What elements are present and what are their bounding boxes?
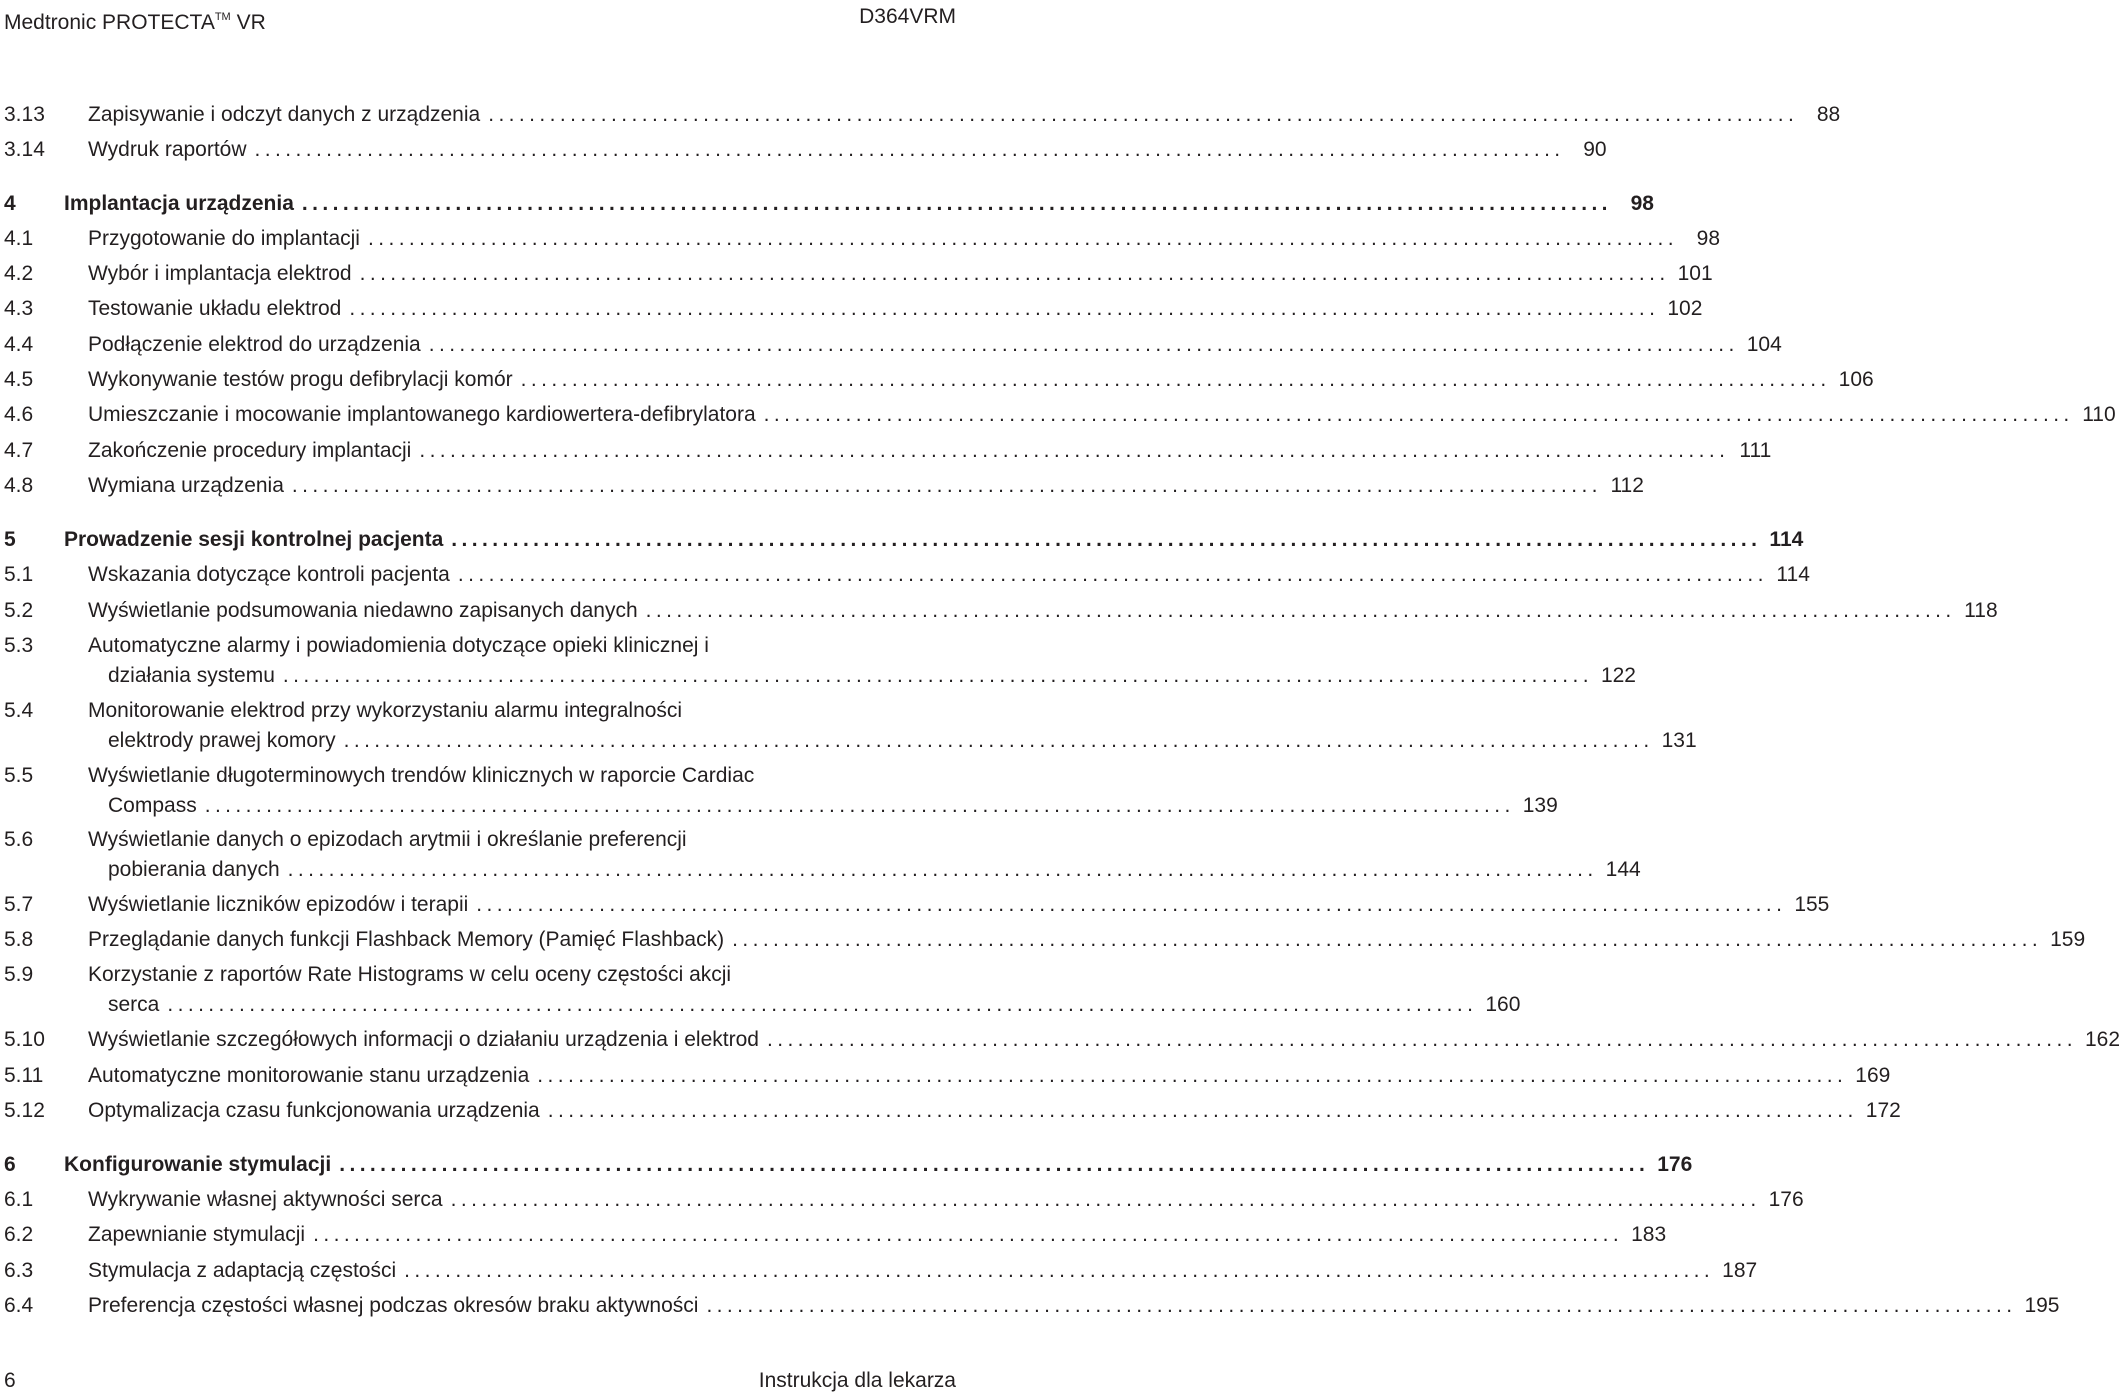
toc-entry-number: 4.6	[4, 403, 34, 426]
toc-entry[interactable]	[0, 222, 1720, 256]
toc-entry-line	[88, 292, 1703, 326]
toc-entry-line	[108, 988, 1521, 1022]
dot-leader: ................................................................................................................................	[167, 993, 1478, 1016]
toc-entry-line	[88, 694, 956, 728]
dot-leader: ................................................................................................................................	[488, 103, 1799, 126]
dot-leader: ................................................................................................................................	[520, 368, 1831, 391]
toc-entry-number: 3.14	[4, 138, 45, 161]
toc-entry-number: 5.8	[4, 928, 34, 951]
toc-entry-number: 5.10	[4, 1028, 45, 1051]
toc-entry-line	[88, 1183, 1804, 1217]
toc-entry-page: 110	[2082, 403, 2116, 426]
toc-entry[interactable]	[0, 888, 1830, 922]
toc-entry[interactable]	[0, 469, 1644, 503]
toc-entry-title: Przygotowanie do implantacji	[88, 227, 360, 250]
dot-leader: ................................................................................................................................	[419, 439, 1730, 462]
toc-entry-title: Zapisywanie i odczyt danych z urządzenia	[88, 103, 481, 126]
toc-entry-line	[64, 187, 1654, 221]
dot-leader: ................................................................................................................................	[451, 528, 1762, 551]
toc-entry-number: 4.3	[4, 297, 34, 320]
toc-entry-page: 98	[1630, 192, 1654, 215]
toc-entry-number: 4.5	[4, 368, 34, 391]
dot-leader: ................................................................................................................................	[287, 858, 1598, 881]
toc-entry-page: 90	[1583, 138, 1607, 161]
toc-entry-line	[64, 1148, 1693, 1182]
toc-entry-page: 114	[1776, 563, 1810, 586]
toc-entry-number: 5.3	[4, 634, 34, 657]
toc-entry-title: Zapewnianie stymulacji	[88, 1223, 306, 1246]
toc-entry-title: Wymiana urządzenia	[88, 474, 284, 497]
toc-entry[interactable]	[0, 292, 1703, 326]
toc-entry-number: 6.2	[4, 1223, 34, 1246]
toc-entry-page: 160	[1485, 993, 1521, 1016]
dot-leader: ................................................................................................................................	[254, 138, 1565, 161]
toc-chapter-entry[interactable]	[0, 1148, 1693, 1182]
toc-entry[interactable]	[0, 363, 1874, 397]
toc-entry-line	[88, 1023, 2120, 1057]
dot-leader: ................................................................................................................................	[204, 794, 1515, 817]
toc-entry-page: 159	[2050, 928, 2086, 951]
toc-entry-number: 4.4	[4, 333, 34, 356]
toc-entry[interactable]	[0, 594, 1998, 628]
toc-entry[interactable]	[0, 98, 1841, 132]
toc-entry-page: 102	[1667, 297, 1703, 320]
toc-entry-number: 6.3	[4, 1259, 34, 1282]
toc-entry-title: Wybór i implantacja elektrod	[88, 262, 352, 285]
toc-entry-line	[88, 363, 1874, 397]
dot-leader: ................................................................................................................................	[313, 1223, 1624, 1246]
toc-entry-line	[88, 434, 1772, 468]
dot-leader: ................................................................................................................................	[339, 1153, 1650, 1176]
manual-title-text: Medtronic PROTECTA	[4, 11, 215, 34]
toc-entry-page: 106	[1838, 368, 1874, 391]
toc-entry-title: Wykrywanie własnej aktywności serca	[88, 1188, 443, 1211]
toc-entry[interactable]	[0, 1218, 1667, 1252]
toc-entry-page: 98	[1696, 227, 1720, 250]
toc-entry-continuation	[0, 789, 1558, 823]
toc-entry[interactable]	[0, 1094, 1901, 1128]
toc-entry-number: 5.2	[4, 599, 34, 622]
toc-entry[interactable]	[0, 1183, 1804, 1217]
toc-entry-page: 122	[1600, 664, 1636, 687]
manual-title-suffix: VR	[236, 11, 266, 34]
toc-entry-page: 195	[2024, 1294, 2060, 1317]
toc-entry-title: Wyświetlanie długoterminowych trendów klinicznych w raporcie Cardiac	[88, 764, 755, 787]
toc-entry-continuation	[0, 724, 1697, 758]
toc-entry-line	[88, 398, 2116, 432]
dot-leader: ................................................................................................................................	[404, 1259, 1715, 1282]
dot-leader: ................................................................................................................................	[732, 928, 2043, 951]
toc-entry-title-continuation: pobierania danych	[108, 858, 280, 881]
toc-entry-page: 172	[1865, 1099, 1901, 1122]
toc-entry-line	[88, 759, 956, 793]
toc-entry-title: Korzystanie z raportów Rate Histograms w celu oceny częstości akcji	[88, 963, 732, 986]
toc-entry-line	[108, 659, 1636, 693]
toc-entry[interactable]	[0, 558, 1810, 592]
toc-entry-line	[108, 853, 1641, 887]
toc-entry-number: 3.13	[4, 103, 45, 126]
toc-entry-number: 5.7	[4, 893, 34, 916]
toc-entry-line	[88, 1289, 2060, 1323]
toc-entry[interactable]	[0, 1059, 1891, 1093]
toc-entry-title: Automatyczne alarmy i powiadomienia dotyczące opieki klinicznej i	[88, 634, 709, 657]
dot-leader: ................................................................................................................................	[282, 664, 1593, 687]
toc-entry-line	[108, 789, 1558, 823]
toc-entry-title: Preferencja częstości własnej podczas okresów braku aktywności	[88, 1294, 699, 1317]
dot-leader: ................................................................................................................................	[476, 893, 1787, 916]
toc-entry-line	[64, 523, 1804, 557]
toc-entry[interactable]	[0, 958, 960, 992]
dot-leader: ................................................................................................................................	[645, 599, 1956, 622]
toc-entry-number: 5.6	[4, 828, 34, 851]
toc-entry-line	[88, 133, 1607, 167]
toc-entry[interactable]	[0, 759, 960, 793]
toc-chapter-title: Prowadzenie sesji kontrolnej pacjenta	[64, 528, 444, 551]
toc-entry-number: 4.8	[4, 474, 34, 497]
toc-entry-line	[88, 328, 1782, 362]
toc-entry-line	[88, 469, 1644, 503]
dot-leader: ................................................................................................................................	[343, 729, 1654, 752]
toc-entry-line	[88, 222, 1720, 256]
toc-entry-number: 6.1	[4, 1188, 34, 1211]
toc-entry-title: Testowanie układu elektrod	[88, 297, 342, 320]
toc-entry[interactable]	[0, 823, 960, 857]
toc-entry-title: Wskazania dotyczące kontroli pacjenta	[88, 563, 450, 586]
toc-entry-title: Podłączenie elektrod do urządzenia	[88, 333, 421, 356]
toc-entry-page: 144	[1605, 858, 1641, 881]
trademark-mark: TM	[214, 11, 231, 23]
toc-entry[interactable]	[0, 1254, 1758, 1288]
toc-entry-page: 114	[1769, 528, 1804, 551]
footer-page-number: 6	[4, 1369, 16, 1392]
toc-entry-title: Wyświetlanie danych o epizodach arytmii i określanie preferencji	[88, 828, 687, 851]
toc-entry-title-continuation: działania systemu	[108, 664, 275, 687]
toc-entry-line	[88, 629, 956, 663]
toc-chapter-number: 5	[4, 528, 16, 551]
toc-entry-number: 6.4	[4, 1294, 34, 1317]
toc-entry-title: Stymulacja z adaptacją częstości	[88, 1259, 397, 1282]
dot-leader: ................................................................................................................................	[766, 1028, 2077, 1051]
toc-entry-number: 5.5	[4, 764, 34, 787]
dot-leader: ................................................................................................................................	[301, 192, 1612, 215]
toc-entry-page: 131	[1661, 729, 1697, 752]
toc-entry-page: 118	[1964, 599, 1998, 622]
toc-entry-line	[88, 923, 2086, 957]
toc-entry-title: Przeglądanie danych funkcji Flashback Memory (Pamięć Flashback)	[88, 928, 725, 951]
toc-entry-number: 4.7	[4, 439, 34, 462]
toc-entry[interactable]	[0, 694, 960, 728]
toc-entry[interactable]	[0, 398, 2116, 432]
dot-leader: ................................................................................................................................	[291, 474, 1602, 497]
toc-entry-page: 101	[1677, 262, 1713, 285]
dot-leader: ................................................................................................................................	[349, 297, 1660, 320]
toc-entry-number: 5.12	[4, 1099, 45, 1122]
toc-entry-title: Monitorowanie elektrod przy wykorzystaniu alarmu integralności	[88, 699, 683, 722]
toc-entry-page: 187	[1722, 1259, 1758, 1282]
dot-leader: ................................................................................................................................	[428, 333, 1739, 356]
toc-entry-page: 111	[1739, 439, 1772, 462]
dot-leader: ................................................................................................................................	[763, 403, 2074, 426]
toc-entry-number: 5.1	[4, 563, 34, 586]
toc-entry-title: Wyświetlanie liczników epizodów i terapii	[88, 893, 469, 916]
toc-entry-number: 4.2	[4, 262, 34, 285]
toc-entry-title: Wyświetlanie podsumowania niedawno zapisanych danych	[88, 599, 638, 622]
dot-leader: ................................................................................................................................	[450, 1188, 1761, 1211]
toc-entry-title: Zakończenie procedury implantacji	[88, 439, 412, 462]
toc-entry-title: Umieszczanie i mocowanie implantowanego kardiowertera-defibrylatora	[88, 403, 756, 426]
dot-leader: ................................................................................................................................	[359, 262, 1670, 285]
running-footer	[0, 1366, 960, 1398]
toc-entry[interactable]	[0, 1023, 2120, 1057]
toc-entry-title: Wydruk raportów	[88, 138, 247, 161]
toc-chapter-title: Implantacja urządzenia	[64, 192, 294, 215]
toc-entry-continuation	[0, 659, 1636, 693]
toc-entry-line	[88, 1094, 1901, 1128]
toc-entry-page: 139	[1522, 794, 1558, 817]
toc-entry[interactable]	[0, 1289, 2060, 1323]
toc-entry-title: Wyświetlanie szczegółowych informacji o działaniu urządzenia i elektrod	[88, 1028, 759, 1051]
toc-entry-number: 5.11	[4, 1064, 44, 1087]
toc-entry-line	[88, 558, 1810, 592]
toc-entry-title: Wykonywanie testów progu defibrylacji komór	[88, 368, 513, 391]
toc-chapter-entry[interactable]	[0, 187, 1654, 221]
toc-entry-continuation	[0, 988, 1521, 1022]
toc-entry-page: 176	[1657, 1153, 1693, 1176]
toc-entry-line	[88, 1059, 1891, 1093]
toc-entry-page: 162	[2084, 1028, 2120, 1051]
model-number: D364VRM	[859, 5, 956, 28]
dot-leader: ................................................................................................................................	[537, 1064, 1848, 1087]
dot-leader: ................................................................................................................................	[706, 1294, 2017, 1317]
toc-entry-page: 183	[1631, 1223, 1667, 1246]
toc-chapter-title: Konfigurowanie stymulacji	[64, 1153, 332, 1176]
toc-chapter-number: 4	[4, 192, 16, 215]
toc-entry-title-continuation: elektrody prawej komory	[108, 729, 336, 752]
toc-entry[interactable]	[0, 328, 1782, 362]
toc-entry[interactable]	[0, 629, 960, 663]
toc-chapter-entry[interactable]	[0, 523, 1804, 557]
toc-entry-line	[88, 1254, 1758, 1288]
toc-entry-title-continuation: serca	[108, 993, 160, 1016]
toc-entry-line	[88, 823, 956, 857]
toc-entry-number: 5.4	[4, 699, 34, 722]
toc-entry-title: Optymalizacja czasu funkcjonowania urządzenia	[88, 1099, 540, 1122]
toc-entry-page: 176	[1768, 1188, 1804, 1211]
toc-entry-number: 4.1	[4, 227, 34, 250]
toc-entry[interactable]	[0, 923, 2086, 957]
toc-chapter-number: 6	[4, 1153, 16, 1176]
toc-entry-page: 88	[1816, 103, 1841, 126]
toc-entry-number: 5.9	[4, 963, 34, 986]
toc-entry-page: 155	[1794, 893, 1830, 916]
toc-entry[interactable]	[0, 257, 1713, 291]
toc-entry[interactable]	[0, 133, 1607, 167]
toc-entry-title: Automatyczne monitorowanie stanu urządzenia	[88, 1064, 530, 1087]
toc-entry-line	[88, 1218, 1667, 1252]
toc-entry-page: 104	[1746, 333, 1782, 356]
toc-entry[interactable]	[0, 434, 1772, 468]
dot-leader: ................................................................................................................................	[367, 227, 1678, 250]
toc-entry-page: 112	[1610, 474, 1644, 497]
toc-entry-title-continuation: Compass	[108, 794, 197, 817]
toc-entry-continuation	[0, 853, 1641, 887]
toc-entry-line	[88, 98, 1841, 132]
toc-entry-line	[88, 888, 1830, 922]
toc-entry-line	[108, 724, 1697, 758]
footer-document-name: Instrukcja dla lekarza	[758, 1369, 956, 1392]
toc-entry-page: 169	[1855, 1064, 1891, 1087]
toc-entry-line	[88, 594, 1998, 628]
toc-entry-line	[88, 958, 956, 992]
dot-leader: ................................................................................................................................	[547, 1099, 1858, 1122]
dot-leader: ................................................................................................................................	[457, 563, 1768, 586]
toc-entry-line	[88, 257, 1713, 291]
